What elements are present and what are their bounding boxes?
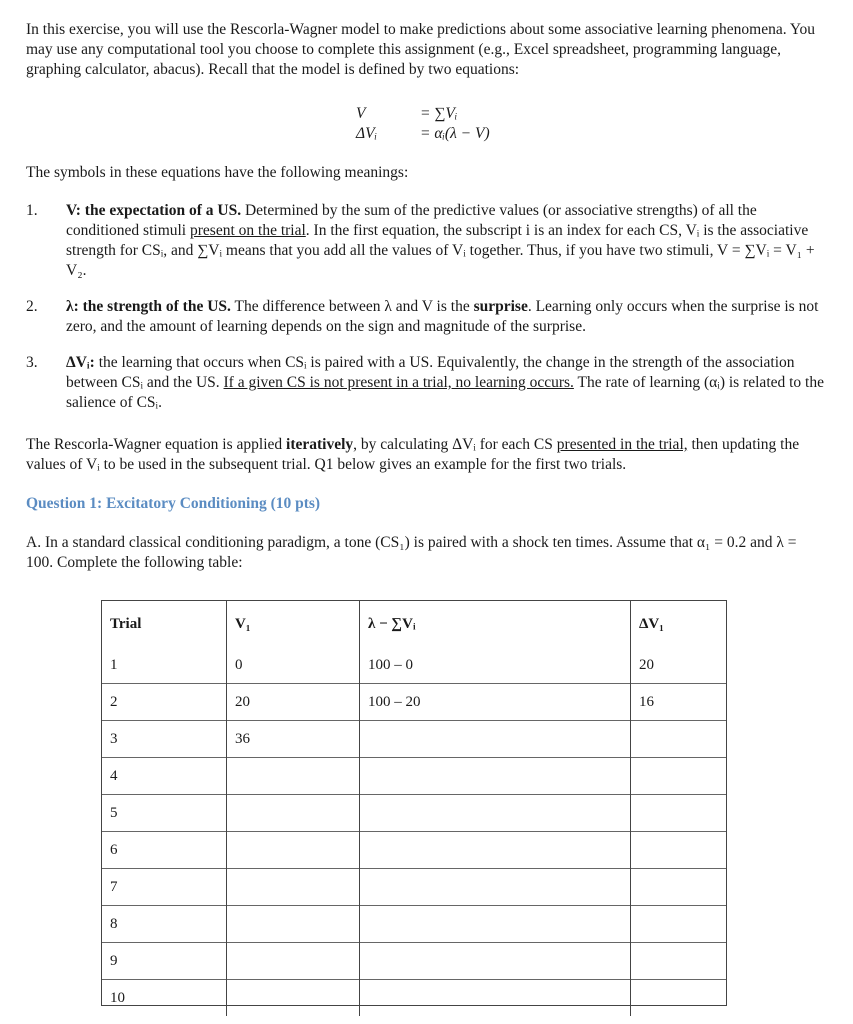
definition-item bbox=[26, 297, 826, 337]
cell-surprise[interactable] bbox=[360, 721, 631, 758]
table-body bbox=[102, 647, 726, 1016]
definition-bold: surprise bbox=[473, 298, 528, 315]
iterative-text: , by calculating ΔVᵢ for each CS bbox=[353, 436, 557, 453]
cell-surprise[interactable] bbox=[360, 795, 631, 832]
cell-trial: 6 bbox=[102, 832, 227, 869]
trials-table-wrapper bbox=[101, 600, 727, 1006]
iterative-text: The Rescorla-Wagner equation is applied bbox=[26, 436, 287, 453]
cell-v1[interactable] bbox=[227, 795, 360, 832]
cell-delta-v1[interactable] bbox=[631, 869, 727, 906]
equations-block bbox=[26, 104, 826, 146]
cell-v1[interactable]: 20 bbox=[227, 684, 360, 721]
table-row bbox=[102, 832, 726, 869]
cell-trial: 7 bbox=[102, 869, 227, 906]
table-header-row bbox=[102, 601, 726, 647]
equation-1 bbox=[356, 104, 457, 124]
iterative-text: then updating the values of Vᵢ to be used in the subsequent trial. Q1 below gives an example for the first two trials. bbox=[26, 436, 800, 473]
definition-text: the learning that occurs when CSᵢ is paired with a US. Equivalently, the change in the strength of the association between CSᵢ and the US. bbox=[66, 354, 795, 391]
cell-delta-v1[interactable] bbox=[631, 906, 727, 943]
cell-delta-v1[interactable] bbox=[631, 721, 727, 758]
table-row bbox=[102, 647, 726, 684]
trials-table-frame bbox=[101, 600, 727, 1006]
cell-trial: 8 bbox=[102, 906, 227, 943]
cell-delta-v1[interactable]: 20 bbox=[631, 647, 727, 684]
question-a: A. In a standard classical conditioning paradigm, a tone (CS₁) is paired with a shock ten times. Assume that α₁ = 0.2 and λ = 100. Complete the following table: bbox=[26, 534, 797, 571]
cell-trial: 5 bbox=[102, 795, 227, 832]
cell-v1[interactable] bbox=[227, 980, 360, 1017]
iterative-bold: iteratively bbox=[286, 436, 354, 453]
definition-term: ΔVᵢ: bbox=[66, 354, 95, 371]
column-header-trial: Trial bbox=[110, 616, 142, 632]
cell-surprise[interactable]: 100 – 0 bbox=[360, 647, 631, 684]
cell-trial: 4 bbox=[102, 758, 227, 795]
cell-delta-v1[interactable] bbox=[631, 758, 727, 795]
definition-text: . Learning only occurs when the surprise is not zero, and the amount of learning depends on the sign and magnitude of the surprise. bbox=[66, 298, 819, 335]
cell-v1[interactable] bbox=[227, 869, 360, 906]
cell-delta-v1[interactable] bbox=[631, 795, 727, 832]
cell-trial: 9 bbox=[102, 943, 227, 980]
definition-number: 1. bbox=[26, 202, 38, 219]
equation-2-rhs: = αᵢ(λ − V) bbox=[420, 125, 490, 142]
cell-v1[interactable] bbox=[227, 943, 360, 980]
cell-surprise[interactable]: 100 – 20 bbox=[360, 684, 631, 721]
definition-item bbox=[26, 353, 826, 413]
column-header-v1: V₁ bbox=[227, 601, 360, 647]
definition-text: Determined by the sum of the predictive values (or associative strengths) of all the conditioned stimuli bbox=[66, 202, 757, 239]
definition-underline: present on the trial bbox=[190, 222, 306, 239]
cell-v1[interactable] bbox=[227, 832, 360, 869]
equation-2-lhs: ΔVᵢ bbox=[356, 125, 378, 142]
cell-surprise[interactable] bbox=[360, 906, 631, 943]
cell-surprise[interactable] bbox=[360, 758, 631, 795]
trials-table bbox=[102, 601, 726, 1016]
cell-delta-v1[interactable] bbox=[631, 832, 727, 869]
cell-v1[interactable]: 0 bbox=[227, 647, 360, 684]
table-row bbox=[102, 943, 726, 980]
cell-delta-v1[interactable] bbox=[631, 943, 727, 980]
cell-v1[interactable]: 36 bbox=[227, 721, 360, 758]
intro-paragraph: In this exercise, you will use the Rescorla-Wagner model to make predictions about some associative learning phenomena. You may use any computational tool you choose to complete this assignment (e.g., Excel spreadsheet, programming language, graphing calculator, abacus). Recall that the model is defined by two equations: bbox=[26, 21, 816, 78]
iterative-underline: presented in the trial, bbox=[556, 436, 688, 453]
definition-number: 2. bbox=[26, 298, 38, 315]
definitions-list bbox=[26, 201, 826, 413]
table-row bbox=[102, 980, 726, 1017]
definition-text: The difference between λ and V is the bbox=[230, 298, 474, 315]
cell-surprise[interactable] bbox=[360, 943, 631, 980]
cell-v1[interactable] bbox=[227, 758, 360, 795]
cell-trial: 10 bbox=[102, 980, 227, 1017]
assignment-page bbox=[26, 20, 826, 573]
equation-2 bbox=[356, 124, 490, 144]
cell-delta-v1[interactable] bbox=[631, 980, 727, 1017]
equation-1-lhs: V bbox=[356, 105, 366, 122]
cell-surprise[interactable] bbox=[360, 832, 631, 869]
table-row bbox=[102, 906, 726, 943]
question-title: Question 1: Excitatory Conditioning (10 pts) bbox=[26, 495, 321, 512]
definition-number: 3. bbox=[26, 354, 38, 371]
cell-surprise[interactable] bbox=[360, 869, 631, 906]
column-header-surprise: λ − ∑Vᵢ bbox=[360, 601, 631, 647]
column-header-delta-v1: ΔV₁ bbox=[631, 601, 727, 647]
table-row bbox=[102, 721, 726, 758]
definition-text: The rate of learning (αᵢ) is related to the salience of CSᵢ. bbox=[66, 374, 824, 411]
definition-text: . In the first equation, the subscript i is an index for each CS, Vᵢ is the associative strength for CSᵢ, and ∑Vᵢ means that you add all the values of Vᵢ together. Thus, if you have two stimuli, V = ∑Vᵢ = V₁ + V₂. bbox=[66, 222, 815, 279]
cell-delta-v1[interactable]: 16 bbox=[631, 684, 727, 721]
definition-term: λ: the strength of the US. bbox=[66, 298, 231, 315]
table-row bbox=[102, 795, 726, 832]
table-row bbox=[102, 684, 726, 721]
cell-surprise[interactable] bbox=[360, 980, 631, 1017]
cell-trial: 3 bbox=[102, 721, 227, 758]
definition-term: V: the expectation of a US. bbox=[66, 202, 242, 219]
iterative-paragraph bbox=[26, 435, 826, 475]
cell-trial: 1 bbox=[110, 657, 118, 673]
table-row bbox=[102, 758, 726, 795]
cell-v1[interactable] bbox=[227, 906, 360, 943]
table-row bbox=[102, 869, 726, 906]
definition-underline: If a given CS is not present in a trial, no learning occurs. bbox=[223, 374, 574, 391]
symbols-intro: The symbols in these equations have the following meanings: bbox=[26, 164, 409, 181]
cell-trial: 2 bbox=[102, 684, 227, 721]
definition-item bbox=[26, 201, 826, 281]
equation-1-rhs: = ∑Vᵢ bbox=[420, 105, 458, 122]
